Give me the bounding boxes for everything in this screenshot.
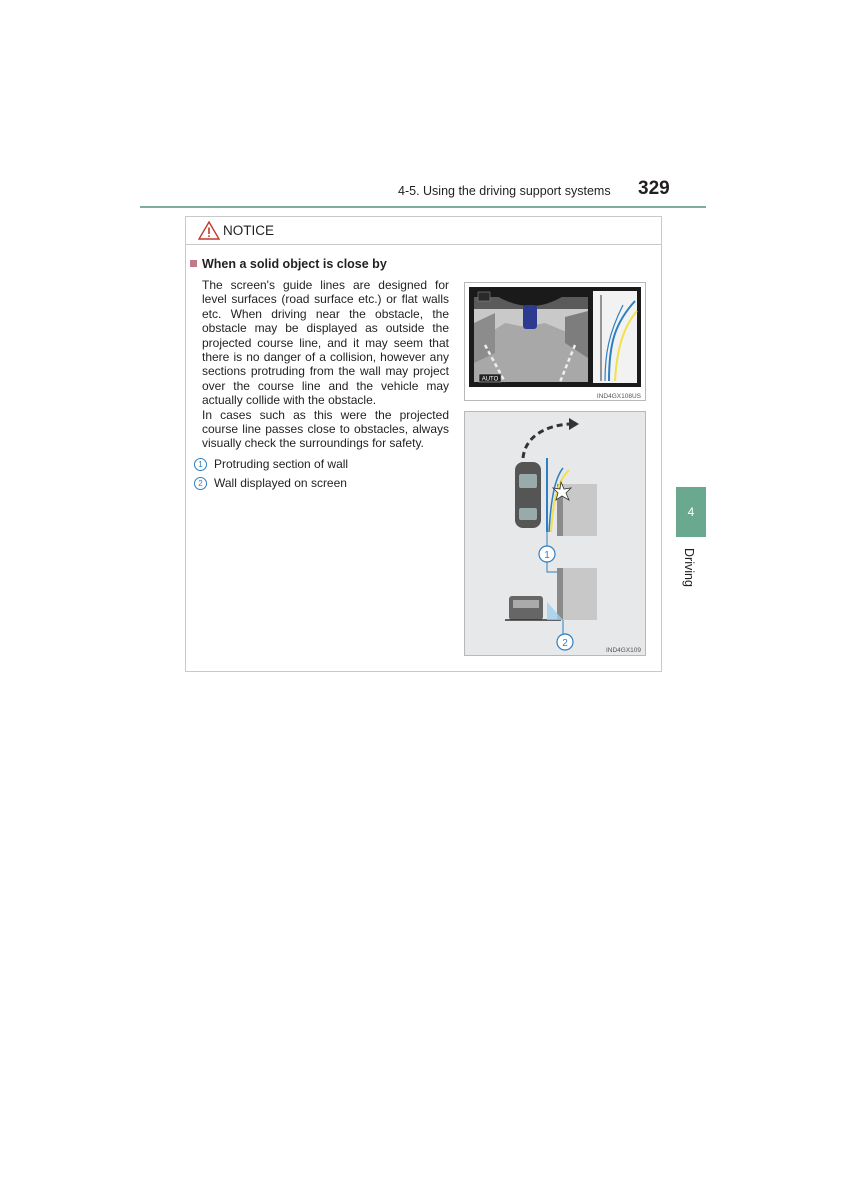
section-heading <box>190 257 387 271</box>
wall-diagram-illustration <box>465 412 645 655</box>
paragraph: In cases such as this were the projected course line passes close to obstacles, always visually check the surroundings for safety. <box>202 407 449 451</box>
camera-screen-figure <box>464 282 646 401</box>
page-number: 329 <box>638 178 670 199</box>
figure-code: IND4GX108US <box>596 393 641 400</box>
warning-icon <box>198 221 220 240</box>
header-rule <box>140 206 706 208</box>
chapter-tab <box>676 487 706 537</box>
running-header: 4-5. Using the driving support systems <box>398 184 611 198</box>
legend-number: 2 <box>194 477 207 490</box>
paragraph: The screen's guide lines are designed for level surfaces (road surface etc.) or flat walls etc. When driving near the obstacle, the obstacle may be displayed as outside the projected course line, and it may seem that there is no danger of a collision, however any sections protruding from the wall may project over the course line and the vehicle may actually collide with the obstacle. <box>202 278 449 408</box>
chapter-label: Driving <box>682 548 696 587</box>
notice-header <box>186 217 661 245</box>
notice-body <box>202 278 449 451</box>
figure-legend <box>194 455 348 493</box>
wall-diagram-figure <box>464 411 646 656</box>
section-heading-text: When a solid object is close by <box>202 257 387 271</box>
callout-2: 2 <box>562 638 568 649</box>
notice-label: NOTICE <box>223 223 275 238</box>
legend-text: Wall displayed on screen <box>214 476 347 490</box>
callout-1: 1 <box>544 550 550 561</box>
auto-badge: AUTO <box>481 376 499 383</box>
legend-item <box>194 474 348 493</box>
legend-number: 1 <box>194 458 207 471</box>
section-bullet <box>190 260 197 267</box>
figure-code: IND4GX109 <box>605 647 641 654</box>
chapter-number: 4 <box>687 505 695 519</box>
camera-screen-illustration <box>465 283 645 400</box>
legend-item <box>194 455 348 474</box>
legend-text: Protruding section of wall <box>214 457 349 471</box>
